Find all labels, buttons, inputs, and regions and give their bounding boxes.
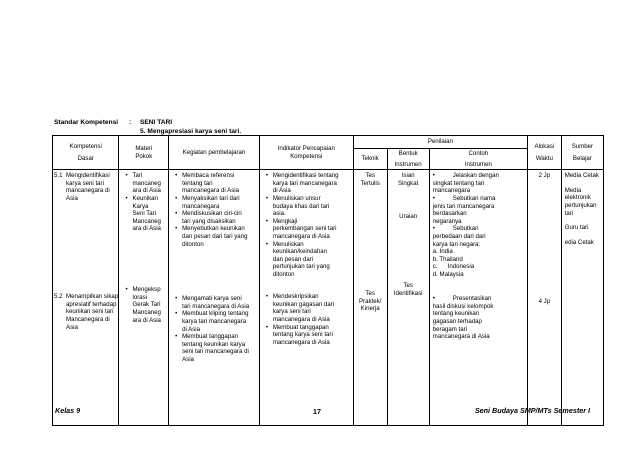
cell-kompetensi-dasar: 5.1 Mengidentifikasi karya seni tari mancanegara di Asia 5.2 Menampilkan sikap apresiatif terhadap keunikan seni tari Mancanegara di Asia — [53, 170, 119, 426]
kegiatan-item: • Membuat kliping tentang karya tari mancanegara di Asia — [182, 310, 262, 333]
kegiatan-item: • Menyaksikan tari dari mancanegara — [182, 195, 262, 210]
indikator-list-1 — [264, 172, 356, 278]
contoh-1: • Jelaskan dengan singkat tentang tari mancanegara • Sebutkan nama jenis tari mancanegara berdasarkan negaranya • Sebutkan perbedaan dari dari karya tari negara: a. India b. Thailand c. Indonesia d. Malaysia — [432, 172, 499, 278]
cell-alokasi — [527, 170, 561, 426]
indikator-item: • Mendeskripsikan keunikan gagasan dari karya seni tari mancanegara di Asia — [273, 293, 356, 323]
cell-kegiatan — [169, 170, 260, 426]
page-number: 17 — [313, 407, 321, 416]
cell-materi-pokok — [119, 170, 169, 426]
indikator-list-2 — [264, 293, 356, 346]
subject-title: SENI TARI — [140, 119, 173, 126]
header-row-1 — [53, 136, 604, 149]
header-bentuk: Bentuk Instrumen — [387, 149, 429, 170]
cell-contoh — [429, 170, 527, 426]
cell-sumber — [561, 170, 603, 426]
alokasi-2: 4 Jp — [538, 298, 551, 306]
cell-teknik — [353, 170, 387, 426]
sumber-list: Media Cetak Media elektronik pertunjukan tari Guru tari edia Cetak — [564, 172, 599, 246]
bentuk-1b: Uraian — [399, 213, 418, 221]
header-penilaian: Penilaian — [353, 136, 527, 149]
contoh-2: • Presentasikan hasil diskusi kelompok tentang keunikan gagasan terhadap beragam tari mancanegara di Asia — [432, 295, 494, 341]
rpp-table — [52, 135, 604, 426]
indikator-item: • Menuliskan keunikan/keindahan dan pesan dari pertunjukan tari yang ditonton — [273, 241, 356, 279]
standard-text: 5. Mengapresiasi karya seni tari. — [140, 128, 242, 135]
materi-list-2 — [123, 286, 172, 324]
footer-class: Kelas 9 — [55, 406, 81, 415]
content-row — [53, 170, 604, 426]
materi-item: • Mengeksp lorasi Gerak Tari Mancaneg ara di Asia — [132, 286, 172, 324]
header-contoh: Contoh Instrumen — [429, 149, 527, 170]
kegiatan-item: • Membaca referensi tentang tari mancanegara di Asia — [182, 172, 262, 195]
indikator-item: • Mengkaji perkembangan seni tari mancanegara di Asia — [273, 218, 356, 241]
header-kompetensi-dasar: Kompetensi Dasar — [53, 136, 119, 170]
footer-book-title: Seni Budaya SMP/MTs Semester I — [474, 406, 590, 415]
materi-item: • Keunikan Karya Seni Tari Mancaneg ara di Asia — [132, 195, 172, 233]
header-kegiatan: Kegiatan pembelajaran — [169, 136, 260, 170]
header-sumber: Sumber Belajar — [561, 136, 603, 170]
materi-list-1 — [123, 172, 172, 233]
indikator-item: • Menuliskan unsur budaya khas dari tari asia. — [273, 195, 356, 218]
kegiatan-item: • Menyebutkan keunikan dan pesan dari tari yang ditonton — [182, 225, 262, 248]
materi-item: • Tari mancaneg ara di Asia — [132, 172, 172, 195]
indikator-item: • Membuat tanggapan tentang karya seni tari mancanegara di Asia — [273, 324, 356, 347]
header-alokasi: Alokasi Waktu — [527, 136, 561, 170]
kegiatan-item: • Mendiskusikan ciri-ciri tari yang disaksikan — [182, 210, 262, 225]
cell-indikator — [259, 170, 353, 426]
bentuk-1: Isian Singkat — [397, 172, 419, 187]
header-materi-pokok: Materi Pokok — [119, 136, 169, 170]
header-indikator: Indikator Pencapaian Kompetensi — [259, 136, 353, 170]
standar-colon: : — [129, 119, 132, 126]
header-teknik: Teknik — [353, 149, 387, 170]
kegiatan-list-2 — [173, 295, 262, 363]
teknik-1: Tes Tertulis — [360, 172, 380, 187]
standar-kompetensi-label: Standar Kompetensi — [54, 119, 119, 126]
indikator-item: • Mengidentifikasi tentang karya tari mancanegara di Asia — [273, 172, 356, 195]
bentuk-2: Tes Identifikasi — [393, 282, 423, 297]
alokasi-1: 2 Jp — [538, 172, 551, 180]
kegiatan-list-1 — [173, 172, 262, 248]
kegiatan-item: • Mengamati karya seni tari mancanegara di Asia — [182, 295, 262, 310]
cell-bentuk — [387, 170, 429, 426]
teknik-2: Tes Praktek/ Kinerja — [358, 290, 382, 313]
kegiatan-item: • Membuat tanggapan tentang keunikan karya seni tari mancanegara di Asia — [182, 333, 262, 363]
